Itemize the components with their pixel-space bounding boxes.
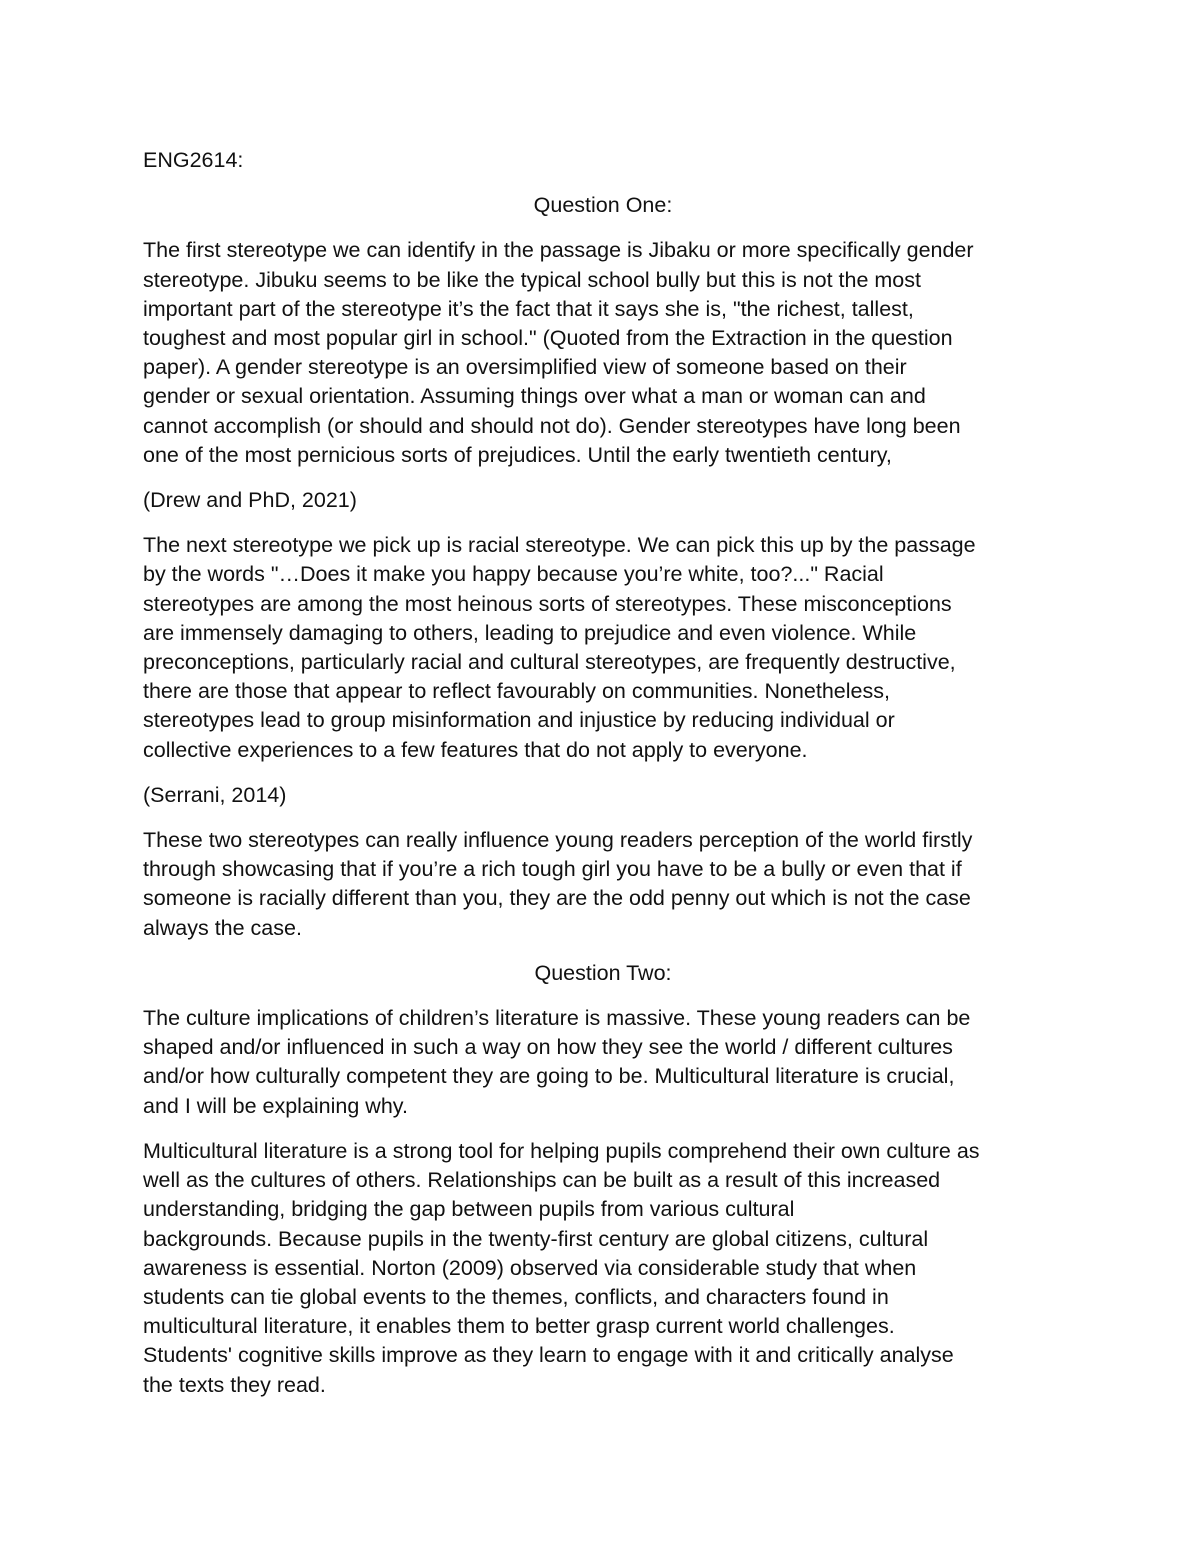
text-line: well as the cultures of others. Relationships can be built as a result of this increased	[143, 1168, 941, 1193]
text-line: through showcasing that if you’re a rich tough girl you have to be a bully or even that if	[143, 857, 962, 882]
text-line: The first stereotype we can identify in the passage is Jibaku or more specifically gender	[143, 238, 974, 263]
text-line: one of the most pernicious sorts of prejudices. Until the early twentieth century,	[143, 442, 892, 467]
q1-citation-1: (Drew and PhD, 2021)	[143, 488, 357, 513]
text-line: Multicultural literature is a strong tool for helping pupils comprehend their own culture as	[143, 1138, 980, 1163]
text-line: and/or how culturally competent they are going to be. Multicultural literature is crucial,	[143, 1064, 955, 1089]
text-line: preconceptions, particularly racial and cultural stereotypes, are frequently destructive,	[143, 650, 956, 675]
text-line: paper). A gender stereotype is an oversimplified view of someone based on their	[143, 355, 907, 380]
text-line: by the words "…Does it make you happy because you’re white, too?..." Racial	[143, 562, 884, 587]
question-two-heading: Question Two:	[534, 960, 672, 985]
text-line: gender or sexual orientation. Assuming things over what a man or woman can and	[143, 384, 926, 409]
text-line: stereotypes are among the most heinous sorts of stereotypes. These misconceptions	[143, 591, 952, 616]
q2-paragraph-1	[143, 1004, 1063, 1121]
q2-paragraph-2	[143, 1137, 1063, 1400]
text-line: students can tie global events to the themes, conflicts, and characters found in	[143, 1284, 889, 1309]
document-body	[143, 146, 1063, 1416]
text-line: are immensely damaging to others, leading to prejudice and even violence. While	[143, 620, 917, 645]
text-line: The culture implications of children’s literature is massive. These young readers can be	[143, 1006, 971, 1031]
text-line: understanding, bridging the gap between pupils from various cultural	[143, 1197, 795, 1222]
text-line: there are those that appear to reflect favourably on communities. Nonetheless,	[143, 679, 890, 704]
text-line: The next stereotype we pick up is racial stereotype. We can pick this up by the passage	[143, 533, 976, 558]
text-line: important part of the stereotype it’s the fact that it says she is, "the richest, tallest,	[143, 296, 914, 321]
text-line: the texts they read.	[143, 1372, 326, 1397]
text-line: someone is racially different than you, they are the odd penny out which is not the case	[143, 886, 971, 911]
text-line: Students' cognitive skills improve as they learn to engage with it and critically analyse	[143, 1343, 954, 1368]
course-code: ENG2614:	[143, 148, 244, 172]
text-line: collective experiences to a few features that do not apply to everyone.	[143, 737, 808, 762]
text-line: stereotype. Jibuku seems to be like the typical school bully but this is not the most	[143, 267, 921, 292]
text-line: stereotypes lead to group misinformation and injustice by reducing individual or	[143, 708, 895, 733]
text-line: cannot accomplish (or should and should not do). Gender stereotypes have long been	[143, 413, 961, 438]
text-line: These two stereotypes can really influence young readers perception of the world firstly	[143, 828, 973, 853]
text-line: always the case.	[143, 915, 302, 940]
text-line: backgrounds. Because pupils in the twenty-first century are global citizens, cultural	[143, 1226, 929, 1251]
text-line: shaped and/or influenced in such a way on how they see the world / different cultures	[143, 1035, 953, 1060]
q1-paragraph-1	[143, 236, 1063, 470]
text-line: and I will be explaining why.	[143, 1093, 408, 1118]
text-line: awareness is essential. Norton (2009) observed via considerable study that when	[143, 1255, 917, 1280]
q1-citation-2: (Serrani, 2014)	[143, 782, 287, 807]
q1-paragraph-3	[143, 826, 1063, 943]
text-line: multicultural literature, it enables them to better grasp current world challenges.	[143, 1314, 895, 1339]
text-line: toughest and most popular girl in school." (Quoted from the Extraction in the question	[143, 326, 953, 351]
question-one-heading: Question One:	[533, 193, 673, 218]
q1-paragraph-2	[143, 531, 1063, 765]
